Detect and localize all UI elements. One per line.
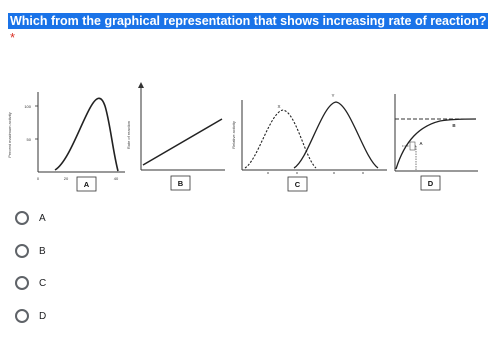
panel-a-y-tick: 100 (24, 104, 31, 109)
option-label: C (39, 277, 47, 289)
curve-label-b: B (452, 123, 456, 128)
radio-option-b[interactable] (15, 244, 29, 258)
option-label: D (39, 310, 47, 322)
option-c[interactable] (15, 273, 46, 293)
graph-panel-c (231, 93, 387, 191)
option-b[interactable] (15, 241, 46, 261)
option-a[interactable] (15, 208, 46, 228)
question-figure (0, 78, 490, 196)
curve-label-y: Y (331, 93, 335, 98)
question-text: Which from the graphical representation that shows increasing rate of reaction? (10, 14, 487, 28)
panel-a-x-tick: 0 (36, 176, 40, 181)
panel-label-d: D (427, 179, 434, 188)
panel-a-x-tick: 20 (63, 176, 69, 181)
panel-label-a: A (83, 180, 90, 189)
curve-label-a: A (419, 141, 423, 146)
graph-panel-d (395, 94, 478, 190)
option-label: A (39, 212, 46, 224)
panel-b-y-axis-label: Rate of reaction (126, 120, 131, 150)
required-marker: * (10, 30, 16, 45)
curve-label-x: X (277, 104, 281, 109)
panel-a-y-axis-label: Percent maximum activity (7, 112, 12, 158)
radio-option-a[interactable] (15, 211, 29, 225)
graph-panel-b (126, 82, 225, 190)
radio-option-c[interactable] (15, 276, 29, 290)
graph-panel-a (7, 92, 125, 191)
option-d[interactable] (15, 306, 46, 326)
panel-a-x-tick: 40 (113, 176, 119, 181)
option-label: B (39, 245, 46, 257)
panel-c-y-axis-label: Relative activity (231, 121, 236, 149)
panel-a-y-tick: 50 (26, 137, 31, 142)
radio-option-d[interactable] (15, 309, 29, 323)
panel-label-b: B (177, 179, 184, 188)
panel-label-c: C (294, 180, 301, 189)
